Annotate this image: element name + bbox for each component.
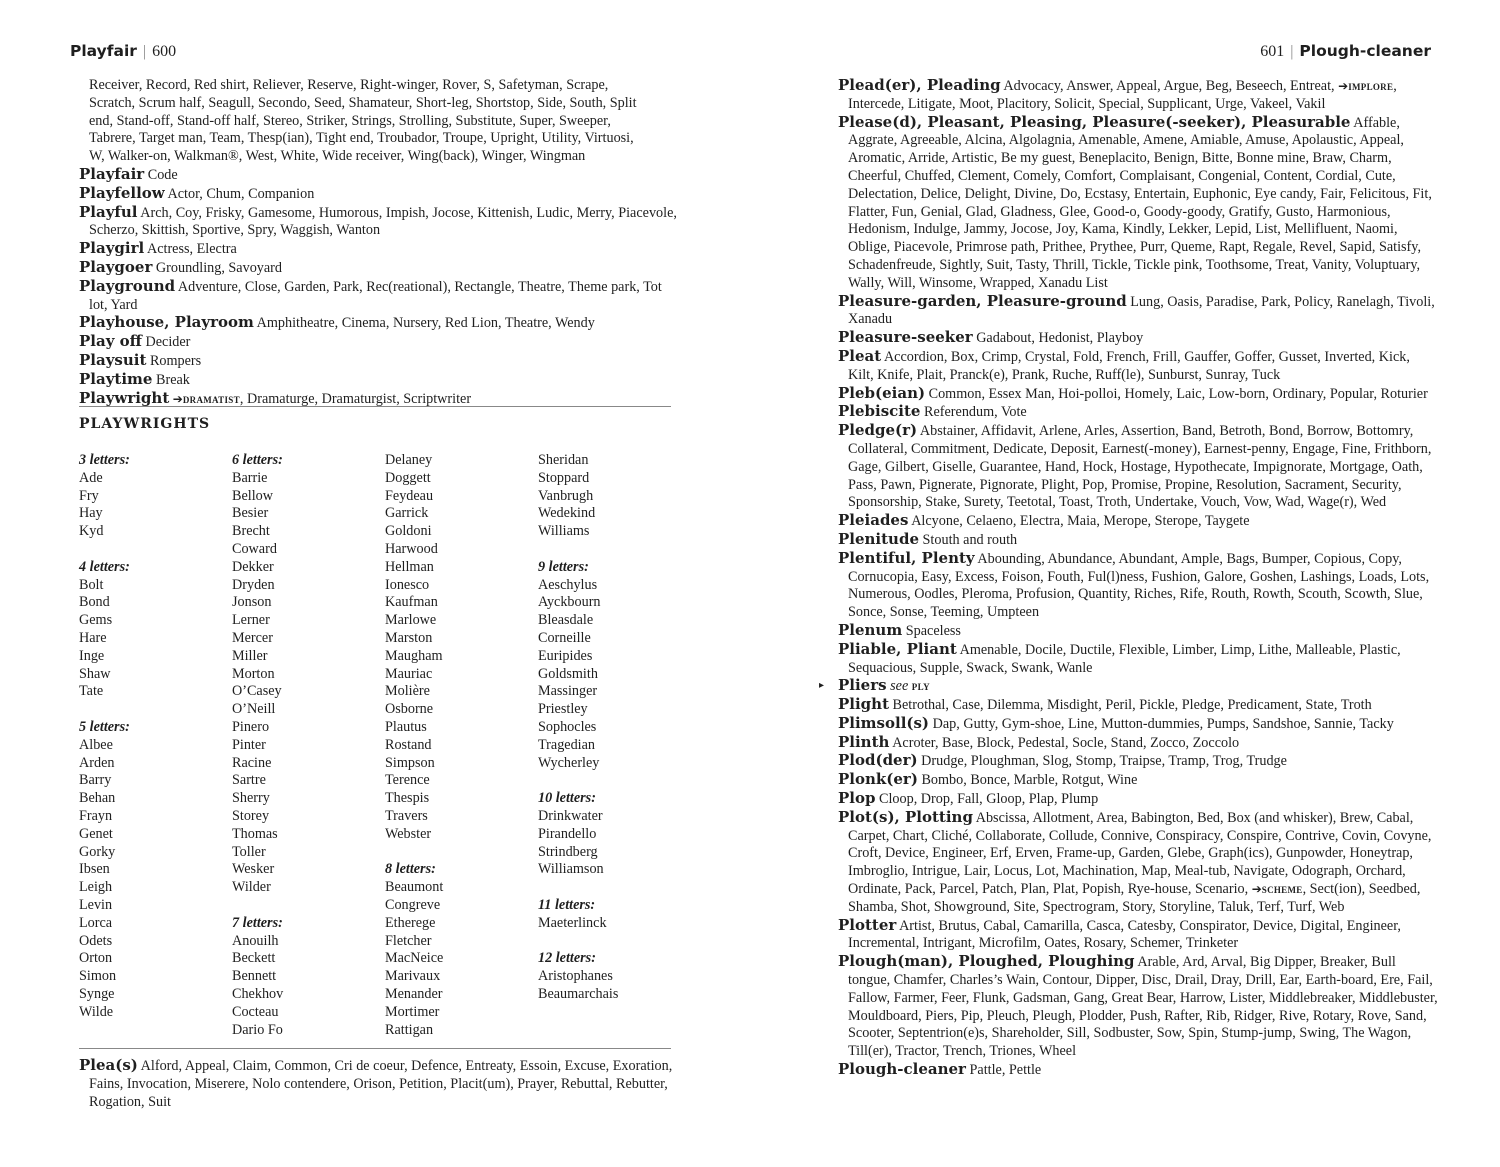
playwright-name: Doggett — [385, 469, 431, 486]
dictionary-entry — [838, 771, 1438, 790]
right-page — [750, 0, 1500, 1167]
playwright-name: Beaumont — [385, 879, 444, 896]
playwright-name: Wycherley — [538, 754, 600, 771]
dictionary-entry: Playwright ➔dramatist, Dramaturge, Dramaturgist, Scriptwriter — [79, 388, 472, 407]
playwright-name: Osborne — [385, 701, 434, 718]
playwright-name: Barrie — [232, 469, 268, 486]
playwright-name: Barry — [79, 772, 112, 789]
entry-text: Cloop, Drop, Fall, Gloop, Plap, Plump — [879, 791, 1099, 808]
headword: Playgirl — [79, 239, 145, 258]
playwright-name: Hay — [79, 505, 103, 522]
playwright-name: Levin — [79, 896, 113, 913]
playwright-name: Bellow — [232, 487, 273, 504]
playwright-name: Dryden — [232, 576, 275, 593]
page-number: 601 — [1260, 43, 1285, 60]
headword: Plentiful, Plenty — [838, 548, 975, 567]
playwright-name: Synge — [79, 985, 115, 1002]
playwright-name: Ionesco — [385, 576, 430, 593]
headword: Plea(s) — [79, 1056, 138, 1074]
playwright-name: Euripides — [538, 647, 593, 664]
playwright-name: Goldsmith — [538, 665, 598, 682]
playwright-name: Marston — [385, 629, 433, 646]
playwright-name: Gems — [79, 612, 113, 629]
dictionary-entry — [79, 352, 679, 371]
playwright-name: O’Neill — [232, 701, 276, 718]
letter-group-heading: 5 letters: — [79, 718, 130, 735]
playwright-name: Cocteau — [232, 1003, 279, 1020]
continuation-line: Tabrere, Target man, Team, Thesp(ian), Tight end, Troubador, Troupe, Upright, Utility, Virtuosi, — [89, 130, 634, 147]
entry-text: Common, Essex Man, Hoi-polloi, Homely, Laic, Low-born, Ordinary, Popular, Roturier — [928, 385, 1428, 402]
letter-group-heading: 10 letters: — [538, 790, 596, 807]
dictionary-entry — [838, 734, 1438, 753]
playwright-name — [232, 897, 382, 915]
entry-text: Referendum, Vote — [924, 404, 1027, 421]
playwright-name — [538, 933, 688, 951]
playwright-name: Wilder — [232, 879, 271, 896]
headword: Plop — [838, 789, 876, 808]
box-rule-bottom — [79, 1048, 671, 1049]
playwright-name: Massinger — [538, 683, 598, 700]
playwright-name: O’Casey — [232, 683, 282, 700]
playwright-name: Simon — [79, 968, 117, 985]
playwright-name: Toller — [232, 843, 266, 860]
playwright-name — [79, 541, 229, 559]
dictionary-entry — [838, 531, 1438, 550]
playwright-name: Arden — [79, 754, 115, 771]
playwright-name: Storey — [232, 807, 270, 824]
headword: Playwright — [79, 388, 170, 407]
left-entry-list — [79, 166, 679, 390]
entry-text: Stouth and routh — [922, 531, 1018, 548]
headword: Plough(man), Ploughed, Ploughing — [838, 952, 1135, 971]
entry-text: Actress, Electra — [146, 241, 237, 258]
playwright-name: Pinter — [232, 736, 266, 753]
headword: Playhouse, Playroom — [79, 313, 254, 332]
playwright-name: Orton — [79, 950, 113, 967]
playwright-column — [232, 452, 382, 1039]
playwright-name: Wedekind — [538, 505, 596, 522]
playwright-name: Kyd — [79, 523, 104, 540]
entry-text: Abscissa, Allotment, Area, Babington, Bed, Box (and whisker), Brew, Cabal, Carpet, Chart, Cliché, Collaborate, Collude, Connive, Conspiracy, Conspire, Contrive, Covin, Covyne, Croft, Device, Engineer, Erf, Erven, Frame-up, Garden, Glebe, Graph(ics), Gunpowder, Honeytrap, Imbroglio, Intrigue, Lair, Locus, Lot, Machination, Map, Meal-tub, Navigate, Odograph, Orchard, Ordinate, Pack, Parcel, Patch, Plan, Plat, Popish, Rye-house, Scenario, — [848, 809, 1432, 898]
entry-text: Code — [147, 166, 178, 183]
playwright-name: Aristophanes — [538, 968, 613, 985]
playwright-name: MacNeice — [385, 950, 444, 967]
playwright-name: Sartre — [232, 772, 266, 789]
dictionary-entry — [79, 259, 679, 278]
dictionary-entry — [79, 314, 679, 333]
see-label: see — [890, 678, 909, 695]
headword: Plight — [838, 695, 889, 714]
playwright-name: Sheridan — [538, 452, 589, 468]
box-rule-top — [79, 406, 671, 407]
continuation-line: Scratch, Scrum half, Seagull, Secondo, Seed, Shamateur, Short-leg, Shortstop, Side, South, Split — [89, 94, 637, 111]
headword: Playfellow — [79, 183, 165, 202]
dictionary-entry — [838, 790, 1438, 809]
playwright-name: Maeterlinck — [538, 914, 607, 931]
playwright-name: Stoppard — [538, 469, 590, 486]
dictionary-entry — [838, 114, 1438, 293]
dictionary-entry — [838, 512, 1438, 531]
dictionary-entry — [838, 809, 1438, 917]
playwright-name: Mauriac — [385, 665, 433, 682]
playwright-name: Ade — [79, 469, 103, 486]
continuation-line: W, Walker-on, Walkman®, West, White, Wide receiver, Wing(back), Winger, Wingman — [89, 148, 586, 165]
playwright-name: Bond — [79, 594, 110, 611]
dictionary-entry — [838, 715, 1438, 734]
entry-text: Arable, Ard, Arval, Big Dipper, Breaker, Bull tongue, Chamfer, Charles’s Wain, Contour, Dipper, Disc, Drail, Dray, Drill, Ear, Earth-board, Ere, Fail, Fallow, Farmer, Feer, Flunk, Gadsman, Gang, Great Bear, Harrow, Lister, Middlebreaker, Middlebuster, Mouldboard, Piers, Pip, Pleuch, Pleugh, Plodder, Push, Rafter, Rib, Ridger, Rive, Rotary, Rove, Sand, Scooter, Septentrion(e)s, Shareholder, Sill, Sodbuster, Sow, Spin, Stump-jump, Swing, The Wagon, Till(er), Tractor, Trench, Triones, Wheel — [848, 954, 1438, 1060]
dictionary-entry — [838, 385, 1438, 404]
playwright-name: Mortimer — [385, 1003, 440, 1020]
headword: Pledge(r) — [838, 421, 918, 440]
playwright-name: Travers — [385, 807, 428, 824]
dictionary-entry — [838, 77, 1438, 114]
playwright-name: Etherege — [385, 914, 436, 931]
playwright-name: Rattigan — [385, 1021, 434, 1038]
running-head-word: Playfair — [70, 42, 137, 60]
playwright-name: Beckett — [232, 950, 276, 967]
dictionary-entry — [838, 953, 1438, 1061]
playwright-name: Webster — [385, 825, 432, 842]
entry-text: Amenable, Docile, Ductile, Flexible, Limber, Limp, Lithe, Malleable, Plastic, Sequacious, Supple, Swack, Swank, Wanle — [848, 641, 1401, 676]
letter-group-heading: 9 letters: — [538, 558, 589, 575]
playwright-name: Goldoni — [385, 523, 432, 540]
playwright-name: Marlowe — [385, 612, 437, 629]
playwright-name — [538, 879, 688, 897]
entry-text: Affable, Aggrate, Agreeable, Alcina, Algolagnia, Amenable, Amene, Amiable, Amuse, Apolaustic, Appeal, Aromatic, Arride, Artistic, Be my guest, Beneplacito, Benign, Bitte, Bonne mine, Braw, Charm, Cheerful, Chuffed, Clement, Comely, Comfort, Complaisant, Congenial, Content, Cordial, Cute, Delectation, Delice, Delight, Divine, Do, Ecstasy, Entertain, Euphonic, Eye candy, Fair, Felicitous, Fit, Flatter, Fun, Genial, Glad, Gladness, Glee, Good-o, Goody-goody, Gratify, Gusto, Harmonious, Hedonism, Indulge, Jammy, Jocose, Joy, Kama, Kindly, Lekker, Lepid, List, Mellifluent, Naomi, Oblige, Piacevole, Primrose path, Prithee, Prythee, Purr, Queme, Rapt, Regale, Revel, Sapid, Satisfy, Schadenfreude, Sightly, Suit, Tasty, Thrill, Tickle, Tickle pink, Toothsome, Treat, Vanity, Voluptuary, Wally, Will, Winsome, Wrapped, Xanadu List — [848, 114, 1432, 291]
playwright-name: Feydeau — [385, 487, 434, 504]
playwright-name: Ibsen — [79, 861, 110, 878]
dictionary-entry — [79, 204, 679, 241]
dictionary-entry — [79, 333, 679, 352]
headword: Plimsoll(s) — [838, 713, 930, 732]
headword: Pliers — [838, 676, 887, 695]
dictionary-entry — [838, 622, 1438, 641]
playwright-name: Tragedian — [538, 736, 596, 753]
dictionary-entry — [79, 240, 679, 259]
headword: Playgoer — [79, 257, 153, 276]
entry-text: Alcyone, Celaeno, Electra, Maia, Merope, Sterope, Taygete — [911, 513, 1250, 530]
playwright-name: Bolt — [79, 576, 104, 593]
entry-text: , Sect(ion), Seedbed, Shamba, Shot, Showground, Site, Spectrogram, Story, Storyline, Taluk, Terf, Turf, Web — [848, 881, 1421, 915]
playwright-name: Marivaux — [385, 968, 441, 985]
playwright-name: Sherry — [232, 790, 270, 807]
playwright-name — [79, 701, 229, 719]
left-column-top — [79, 77, 679, 408]
playwright-name: Besier — [232, 505, 269, 522]
page-number: 600 — [152, 43, 177, 60]
playwright-name: Bennett — [232, 968, 277, 985]
entry-text: Alford, Appeal, Claim, Common, Cri de coeur, Defence, Entreaty, Essoin, Excuse, Exoration, Fains, Invocation, Miserere, Nolo contendere, Orison, Petition, Placit(um), Prayer, Rebuttal, Rebutter, Rogation, Suit — [89, 1058, 673, 1110]
playwright-name: Maugham — [385, 647, 443, 664]
cross-reference: scheme — [1261, 882, 1303, 897]
playwright-name — [538, 772, 688, 790]
entry-text: Dap, Gutty, Gym-shoe, Line, Mutton-dummies, Pumps, Sandshoe, Sannie, Tacky — [932, 715, 1394, 732]
playwright-name: Pinero — [232, 718, 270, 735]
playwright-column — [538, 452, 688, 1004]
headword: Pleasure-garden, Pleasure-ground — [838, 291, 1127, 310]
playwright-name — [538, 541, 688, 559]
running-head-right: 601 | Plough-cleaner — [1260, 42, 1431, 60]
playwright-name: Wilde — [79, 1003, 114, 1020]
headword: Plead(er), Pleading — [838, 76, 1001, 94]
playwright-column — [385, 452, 535, 1039]
playwright-name: Rostand — [385, 736, 432, 753]
entry-text: Bombo, Bonce, Marble, Rotgut, Wine — [921, 772, 1138, 789]
entry-text: Accordion, Box, Crimp, Crystal, Fold, French, Frill, Gauffer, Goffer, Gusset, Inverted, Kick, Kilt, Knife, Plait, Pranck(e), Prank, Ruche, Ruff(le), Sunburst, Sunray, Tuck — [848, 348, 1410, 383]
playwright-name: Coward — [232, 540, 277, 557]
playwright-name: Plautus — [385, 718, 427, 735]
playwright-name: Mercer — [232, 629, 273, 646]
headword: Pleiades — [838, 511, 909, 530]
playwright-name: Morton — [232, 665, 275, 682]
headword: Plenum — [838, 620, 903, 639]
running-head-left: Playfair | 600 — [70, 42, 177, 60]
entry-text: Artist, Brutus, Cabal, Camarilla, Casca, Catesby, Conspirator, Device, Digital, Engineer, Incremental, Intrigant, Microfilm, Oates, Rosary, Schemer, Trinketer — [848, 917, 1401, 952]
playwright-name: Thespis — [385, 790, 430, 807]
playwright-name — [385, 844, 535, 862]
playwright-name: Albee — [79, 736, 113, 753]
dictionary-entry — [838, 293, 1438, 330]
playwright-name: Tate — [79, 683, 104, 700]
playwright-name: Chekhov — [232, 985, 284, 1002]
playwright-name: Fletcher — [385, 932, 432, 949]
letter-group-heading: 8 letters: — [385, 861, 436, 878]
right-entry-list — [819, 76, 1438, 1080]
playwright-name: Hare — [79, 629, 107, 646]
cross-reference: implore — [1348, 79, 1394, 93]
playwright-name: Jonson — [232, 594, 272, 611]
playwright-name: Lorca — [79, 914, 113, 931]
dictionary-entry — [838, 752, 1438, 771]
playwright-name: Anouilh — [232, 932, 279, 949]
playwright-name: Beaumarchais — [538, 985, 619, 1002]
headword: Plinth — [838, 732, 890, 751]
entry-text: Spaceless — [905, 622, 961, 639]
playwright-name: Priestley — [538, 701, 588, 718]
playwright-name: Aeschylus — [538, 576, 598, 593]
playwright-name: Gorky — [79, 843, 116, 860]
playwright-name: Drinkwater — [538, 807, 603, 824]
playwright-name: Hellman — [385, 558, 434, 575]
headword: Pleb(eian) — [838, 383, 926, 402]
playwright-name: Leigh — [79, 879, 113, 896]
entry-text: Amphitheatre, Cinema, Nursery, Red Lion, Theatre, Wendy — [256, 315, 595, 332]
playwright-name: Wesker — [232, 861, 275, 878]
playwright-name: Strindberg — [538, 843, 598, 860]
running-head-word: Plough-cleaner — [1299, 42, 1431, 60]
playwright-name: Kaufman — [385, 594, 438, 611]
letter-group-heading: 11 letters: — [538, 896, 596, 913]
entry-text: , Dramaturge, Dramaturgist, Scriptwriter — [239, 390, 472, 407]
playwright-name: Dario Fo — [232, 1021, 283, 1038]
dictionary-entry — [79, 185, 679, 204]
entry-text: Lung, Oasis, Paradise, Park, Policy, Ranelagh, Tivoli, Xanadu — [848, 293, 1435, 328]
headword: Plebiscite — [838, 402, 921, 421]
playwright-name: Brecht — [232, 523, 270, 540]
dictionary-entry — [79, 166, 679, 185]
letter-group-heading: 12 letters: — [538, 950, 596, 967]
playwright-name: Fry — [79, 487, 99, 504]
dictionary-entry: ▸ Pliers see ply — [819, 676, 930, 695]
dictionary-entry — [838, 550, 1438, 622]
playwright-name: Congreve — [385, 896, 441, 913]
entry-text: Gadabout, Hedonist, Playboy — [976, 330, 1144, 347]
headword: Play off — [79, 332, 142, 351]
dictionary-entry — [79, 278, 679, 315]
dictionary-entry — [838, 329, 1438, 348]
headword: Pleasure-seeker — [838, 328, 973, 347]
headword: Pleat — [838, 346, 882, 365]
dictionary-entry — [838, 1061, 1438, 1080]
entry-text: Adventure, Close, Garden, Park, Rec(reational), Rectangle, Theatre, Theme park, Tot lot, Yard — [89, 278, 662, 313]
playwright-name: Ayckbourn — [538, 594, 601, 611]
playwright-name: Menander — [385, 985, 443, 1002]
continuation-line: Receiver, Record, Red shirt, Reliever, Reserve, Right-winger, Rover, S, Safetyman, Scrape, — [89, 77, 609, 93]
playwright-name: Molière — [385, 683, 430, 700]
entry-text: Rompers — [149, 352, 202, 369]
dictionary-entry — [838, 403, 1438, 422]
cross-reference: dramatist — [182, 391, 240, 406]
playwrights-box-title: PLAYWRIGHTS — [79, 416, 211, 432]
dictionary-entry — [838, 422, 1438, 512]
playwright-name: Harwood — [385, 540, 438, 557]
letter-group-heading: 6 letters: — [232, 452, 283, 468]
letter-group-heading: 7 letters: — [232, 914, 283, 931]
arrow-icon: ➔ — [1251, 882, 1262, 897]
playwright-name: Miller — [232, 647, 268, 664]
letter-group-heading: 4 letters: — [79, 558, 130, 575]
playwright-name: Sophocles — [538, 718, 597, 735]
playwright-name: Genet — [79, 825, 113, 842]
playwright-name: Simpson — [385, 754, 435, 771]
playwright-name: Shaw — [79, 665, 111, 682]
entry-text: Advocacy, Answer, Appeal, Argue, Beg, Beseech, Entreat, — [1003, 78, 1339, 94]
playwright-name: Lerner — [232, 612, 270, 629]
playwright-column — [79, 452, 229, 1022]
playwright-name: Thomas — [232, 825, 278, 842]
playwright-name: Delaney — [385, 452, 433, 468]
playwright-name: Frayn — [79, 807, 113, 824]
playwright-name: Bleasdale — [538, 612, 594, 629]
playwright-name: Racine — [232, 754, 272, 771]
entry-text: Groundling, Savoyard — [155, 259, 283, 276]
headword: Plough-cleaner — [838, 1060, 966, 1079]
entry-text: Acroter, Base, Block, Pedestal, Socle, Stand, Zocco, Zoccolo — [892, 734, 1240, 751]
headword: Playsuit — [79, 350, 147, 369]
playwright-name: Dekker — [232, 558, 274, 575]
headword: Plotter — [838, 915, 897, 934]
playwright-name: Williamson — [538, 861, 604, 878]
playwright-name: Pirandello — [538, 825, 597, 842]
entry-text: Abounding, Abundance, Abundant, Ample, Bags, Bumper, Copious, Copy, Cornucopia, Easy, Excess, Foison, Fouth, Ful(l)ness, Fushion, Galore, Goshen, Lashings, Loads, Lots, Numerous, Oodles, Pleroma, Profusion, Quantity, Riches, Rife, Routh, Rowth, Scouth, Scowth, Slue, Sonce, Sonse, Teeming, Umpteen — [848, 550, 1430, 621]
headword: Plod(der) — [838, 751, 918, 770]
playwright-name: Vanbrugh — [538, 487, 594, 504]
headword: Please(d), Pleasant, Pleasing, Pleasure(-seeker), Pleasurable — [838, 112, 1351, 131]
entry-text: Pattle, Pettle — [969, 1062, 1042, 1079]
entry-text: Arch, Coy, Frisky, Gamesome, Humorous, Impish, Jocose, Kittenish, Ludic, Merry, Piacevole, Scherzo, Skittish, Sportive, Spry, Waggish, Wanton — [89, 204, 677, 239]
dictionary-entry — [79, 371, 679, 390]
playwright-name: Corneille — [538, 629, 591, 646]
entry-text: Abstainer, Affidavit, Arlene, Arles, Assertion, Band, Betroth, Bond, Borrow, Bottomry, Collateral, Commitment, Dedicate, Deposit, Earnest(-money), Earnest-penny, Engage, Fine, Frithborn, Gage, Gilbert, Giselle, Guarantee, Hand, Hock, Hostage, Hypothecate, Impignorate, Mortgage, Oath, Pass, Pawn, Pignerate, Pignorate, Plight, Pop, Promise, Propine, Resolution, Sacrament, Security, Sponsorship, Stake, Surety, Teetotal, Toast, Troth, Undertake, Vouch, Vow, Wad, Wage(r), Wed — [848, 423, 1432, 511]
playwright-name: Inge — [79, 647, 105, 664]
arrow-icon: ➔ — [1338, 79, 1349, 93]
entry-text: Betrothal, Case, Dilemma, Misdight, Peril, Pickle, Pledge, Predicament, State, Troth — [892, 697, 1372, 714]
entry-text: Drudge, Ploughman, Slog, Stomp, Traipse, Tramp, Trog, Trudge — [921, 753, 1287, 770]
playwright-name: Garrick — [385, 505, 429, 522]
entry-text: Actor, Chum, Companion — [167, 185, 315, 202]
left-column-bottom — [79, 1057, 679, 1111]
playwright-name: Williams — [538, 523, 590, 540]
headword: Playtime — [79, 369, 153, 388]
headword: Plenitude — [838, 529, 919, 548]
headword: Playfair — [79, 164, 145, 183]
headword: Plonk(er) — [838, 770, 918, 789]
dictionary-entry — [838, 917, 1438, 954]
letter-group-heading: 3 letters: — [79, 452, 130, 468]
headword: Playful — [79, 202, 138, 221]
entry-text: , Intercede, Litigate, Moot, Placitory, Solicit, Special, Supplicant, Urge, Vakeel, Vakil — [848, 78, 1397, 112]
headword: Playground — [79, 276, 176, 295]
entry-text: Decider — [145, 334, 191, 351]
dictionary-entry — [79, 1057, 679, 1111]
headword: Pliable, Pliant — [838, 639, 957, 658]
dictionary-entry — [838, 348, 1438, 385]
headword: Plot(s), Plotting — [838, 807, 973, 826]
dictionary-entry — [838, 641, 1438, 678]
playwright-name: Terence — [385, 772, 430, 789]
playwright-name: Odets — [79, 932, 113, 949]
entry-text: Break — [156, 371, 190, 388]
playwright-name: Behan — [79, 790, 116, 807]
cross-reference: ply — [911, 679, 930, 694]
dictionary-entry — [838, 696, 1438, 715]
continuation-line: end, Stand-off, Stand-off half, Stereo, Striker, Strings, Strolling, Substitute, Super, Sweeper, — [89, 112, 611, 129]
